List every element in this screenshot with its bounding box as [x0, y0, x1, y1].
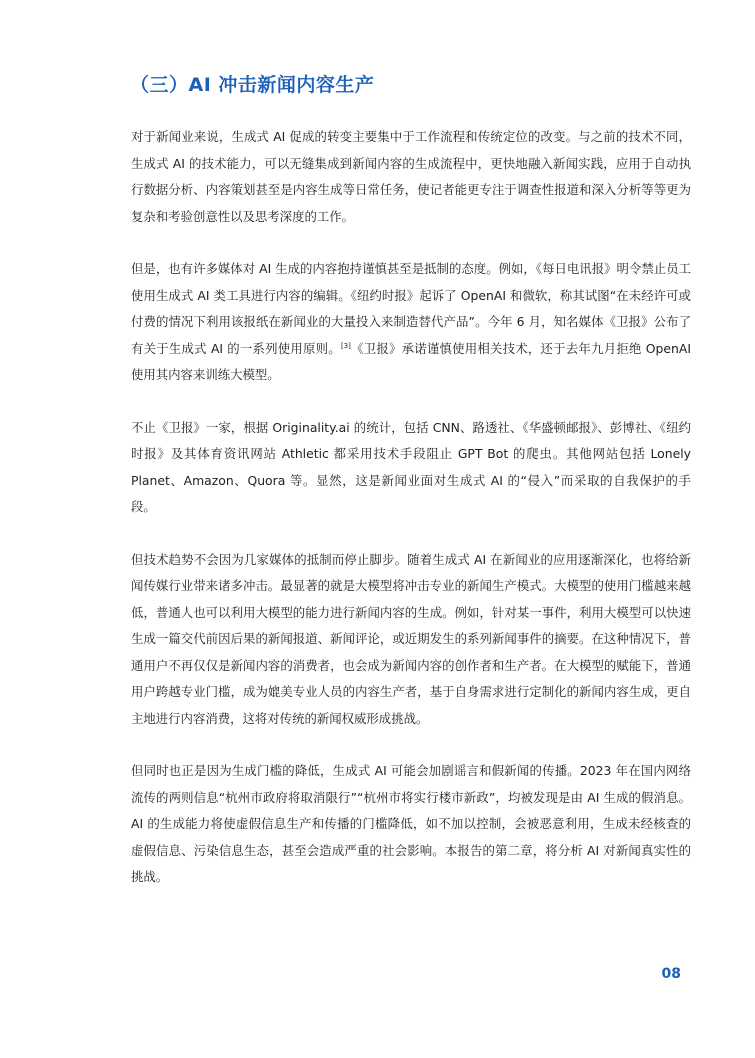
page-number: 08 [661, 966, 681, 982]
body-text [131, 124, 691, 917]
footnote-reference[interactable]: [3] [340, 341, 351, 350]
paragraph-media-resistance-text-before: 但是，也有许多媒体对 AI 生成的内容抱持谨慎甚至是抵制的态度。例如，《每日电讯报》明令禁止员工使用生成式 AI 类工具进行内容的编辑。《纽约时报》起诉了 OpenAI 和微软，称其试图“在未经许可或付费的情况下利用该报纸在新闻业的大量投入来制造替代产品”。今年 6 月，知名媒体《卫报》公布了有关于生成式 AI 的一系列使用原则。 [131, 261, 692, 356]
paragraph-crawler-blocking: 不止《卫报》一家，根据 Originality.ai 的统计，包括 CNN、路透社、《华盛顿邮报》、彭博社、《纽约时报》及其体育资讯网站 Athletic 都采用技术手段阻止 GPT Bot 的爬虫。其他网站包括 Lonely Planet、Amazon、Quora 等。显然，这是新闻业面对生成式 AI 的“侵入”而采取的自我保护的手段。 [131, 419, 691, 514]
paragraph-media-resistance [131, 256, 691, 389]
paragraph-newsroom-transformation: 对于新闻业来说，生成式 AI 促成的转变主要集中于工作流程和传统定位的改变。与之前的技术不同，生成式 AI 的技术能力，可以无缝集成到新闻内容的生成流程中，更快地融入新闻实践，应用于自动执行数据分析、内容策划甚至是内容生成等日常任务，使记者能更专注于调查性报道和深入分析等等更为复杂和考验创意性以及思考深度的工作。 [131, 129, 691, 224]
paragraph-production-disruption: 但技术趋势不会因为几家媒体的抵制而停止脚步。随着生成式 AI 在新闻业的应用逐渐深化，也将给新闻传媒行业带来诸多冲击。最显著的就是大模型将冲击专业的新闻生产模式。大模型的使用门槛越来越低，普通人也可以利用大模型的能力进行新闻内容的生成。例如，针对某一事件，利用大模型可以快速生成一篇交代前因后果的新闻报道、新闻评论，或近期发生的系列新闻事件的摘要。在这种情况下，普通用户不再仅仅是新闻内容的消费者，也会成为新闻内容的创作者和生产者。在大模型的赋能下，普通用户跨越专业门槛，成为媲美专业人员的内容生产者，基于自身需求进行定制化的新闻内容生成，更自主地进行内容消费，这将对传统的新闻权威形成挑战。 [131, 551, 691, 726]
paragraph-media-resistance-text-after: 《卫报》承诺谨慎使用相关技术，还于去年九月拒绝 OpenAI 使用其内容来训练大模型。 [131, 340, 691, 382]
paragraph-misinformation-risk: 但同时也正是因为生成门槛的降低，生成式 AI 可能会加剧谣言和假新闻的传播。2023 年在国内网络流传的两则信息“杭州市政府将取消限行”“杭州市将实行楼市新政”，均被发现是由 AI 生成的假消息。AI 的生成能力将使虚假信息生产和传播的门槛降低，如不加以控制，会被恶意利用，生成未经核查的虚假信息、污染信息生态，甚至会造成严重的社会影响。本报告的第二章，将分析 AI 对新闻真实性的挑战。 [131, 763, 691, 884]
section-title: （三）AI 冲击新闻内容生产 [130, 74, 375, 96]
